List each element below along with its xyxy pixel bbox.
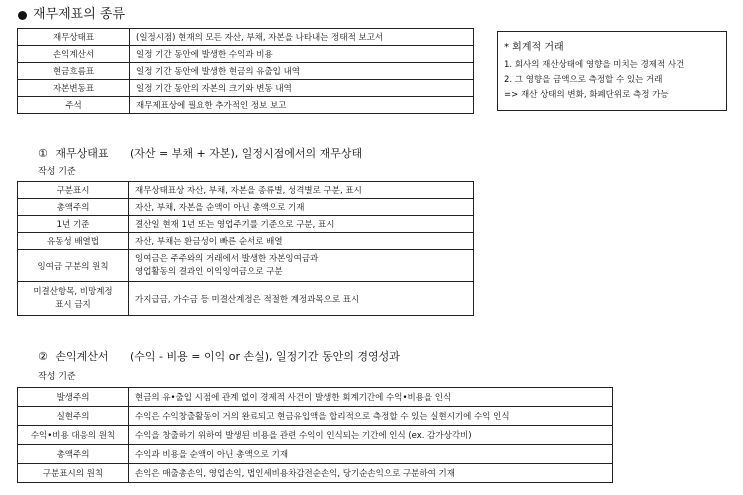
criteria-label: 작성 기준 [38,167,76,177]
statement-name: 손익계산서 [18,46,130,63]
criteria-key [18,282,129,316]
table-row [18,29,474,46]
statement-desc: (일정시점) 현재의 모든 자산, 부채, 자본을 나타내는 정태적 보고서 [130,29,474,46]
criteria-desc: 가지급금, 가수금 등 미결산계정은 적절한 계정과목으로 표시 [129,282,474,316]
table-row [18,233,474,250]
note-line: 1. 회사의 재산상태에 영향을 미치는 경제적 사건 [504,60,685,70]
section-number: ① [38,147,48,160]
bullet-icon [18,11,27,20]
criteria-key: 총액주의 [18,445,129,464]
criteria-desc: 자산, 부채, 자본을 순액이 아닌 총액으로 기재 [129,199,474,216]
statement-desc: 재무제표상에 필요한 추가적인 정보 보고 [130,97,474,114]
criteria-key: 실현주의 [18,407,129,426]
income-statement-heading [38,349,400,365]
table-row [18,216,474,233]
income-statement-criteria-table [17,387,613,483]
table-row [18,97,474,114]
table-row [18,282,474,316]
criteria-key: 구분표시 [18,182,129,199]
criteria-desc: 재무상태표상 자산, 부채, 자본을 종류별, 성격별로 구분, 표시 [129,182,474,199]
criteria-key: 구분표시의 원칙 [18,464,129,483]
criteria-desc: 자산, 부채는 환금성이 빠른 순서로 배열 [129,233,474,250]
criteria-key: 발생주의 [18,388,129,407]
statement-name: 재무상태표 [18,29,130,46]
table-row [18,80,474,97]
note-title: * 회계적 거래 [504,42,564,53]
criteria-desc: 현금의 유•출입 시점에 관계 없이 경제적 사건이 발생한 회계기간에 수익•비용을 인식 [129,388,613,407]
accounting-transaction-note [497,31,727,111]
criteria-key: 총액주의 [18,199,129,216]
table-row [18,63,474,80]
table-row [18,250,474,282]
table-row [18,445,613,464]
balance-sheet-heading [38,146,362,162]
statement-desc: 일정 기간 동안에 발생한 현금의 유출입 내역 [130,63,474,80]
table-row [18,426,613,445]
criteria-desc: 수익과 비용을 순액이 아닌 총액으로 기재 [129,445,613,464]
criteria-desc: 결산일 현재 1년 또는 영업주기를 기준으로 구분, 표시 [129,216,474,233]
criteria-key: 수익•비용 대응의 원칙 [18,426,129,445]
statement-desc: 일정 기간 동안의 자본의 크기와 변동 내역 [130,80,474,97]
section-formula: (수익 - 비용 = 이익 or 손실), 일정기간 동안의 경영성과 [130,350,400,363]
criteria-desc-line: 잉여금은 주주와의 거래에서 발생한 자본잉여금과 [135,253,319,264]
table-row [18,407,613,426]
statement-name: 현금흐름표 [18,63,130,80]
note-line: => 재산 상태의 변화, 화폐단위로 측정 가능 [504,90,669,100]
criteria-desc: 수익은 수익창출활동이 거의 완료되고 현금유입액을 합리적으로 측정할 수 있는 실현시기에 수익 인식 [129,407,613,426]
page-title [18,6,125,24]
criteria-desc: 손익은 매출총손익, 영업손익, 법인세비용차감전순손익, 당기순손익으로 구분하여 기재 [129,464,613,483]
section-number: ② [38,350,48,363]
criteria-key-line: 미결산항목, 비망계정 [33,286,113,297]
statement-desc: 일정 기간 동안에 발생한 수익과 비용 [130,46,474,63]
table-row [18,199,474,216]
balance-sheet-criteria-table [17,181,474,316]
table-row [18,388,613,407]
table-row [18,464,613,483]
statements-table [17,28,474,114]
table-row [18,46,474,63]
criteria-label: 작성 기준 [38,372,76,382]
criteria-key: 잉여금 구분의 원칙 [18,250,129,282]
statement-name: 자본변동표 [18,80,130,97]
section-name: 재무상태표 [55,147,109,160]
criteria-key-line: 표시 금지 [55,299,91,310]
criteria-desc: 수익을 창출하기 위하여 발생된 비용을 관련 수익이 인식되는 기간에 인식 (ex. 감가상각비) [129,426,613,445]
criteria-key: 유동성 배열법 [18,233,129,250]
table-row [18,182,474,199]
criteria-key: 1년 기준 [18,216,129,233]
section-name: 손익계산서 [55,350,109,363]
page-title-text: 재무제표의 종류 [33,7,126,22]
section-formula: (자산 = 부채 + 자본), 일정시점에서의 재무상태 [130,147,363,160]
statement-name: 주석 [18,97,130,114]
criteria-desc [129,250,474,282]
criteria-desc-line: 영업활동의 결과인 이익잉여금으로 구분 [135,266,283,277]
note-line: 2. 그 영향을 금액으로 측정할 수 있는 거래 [504,75,663,85]
